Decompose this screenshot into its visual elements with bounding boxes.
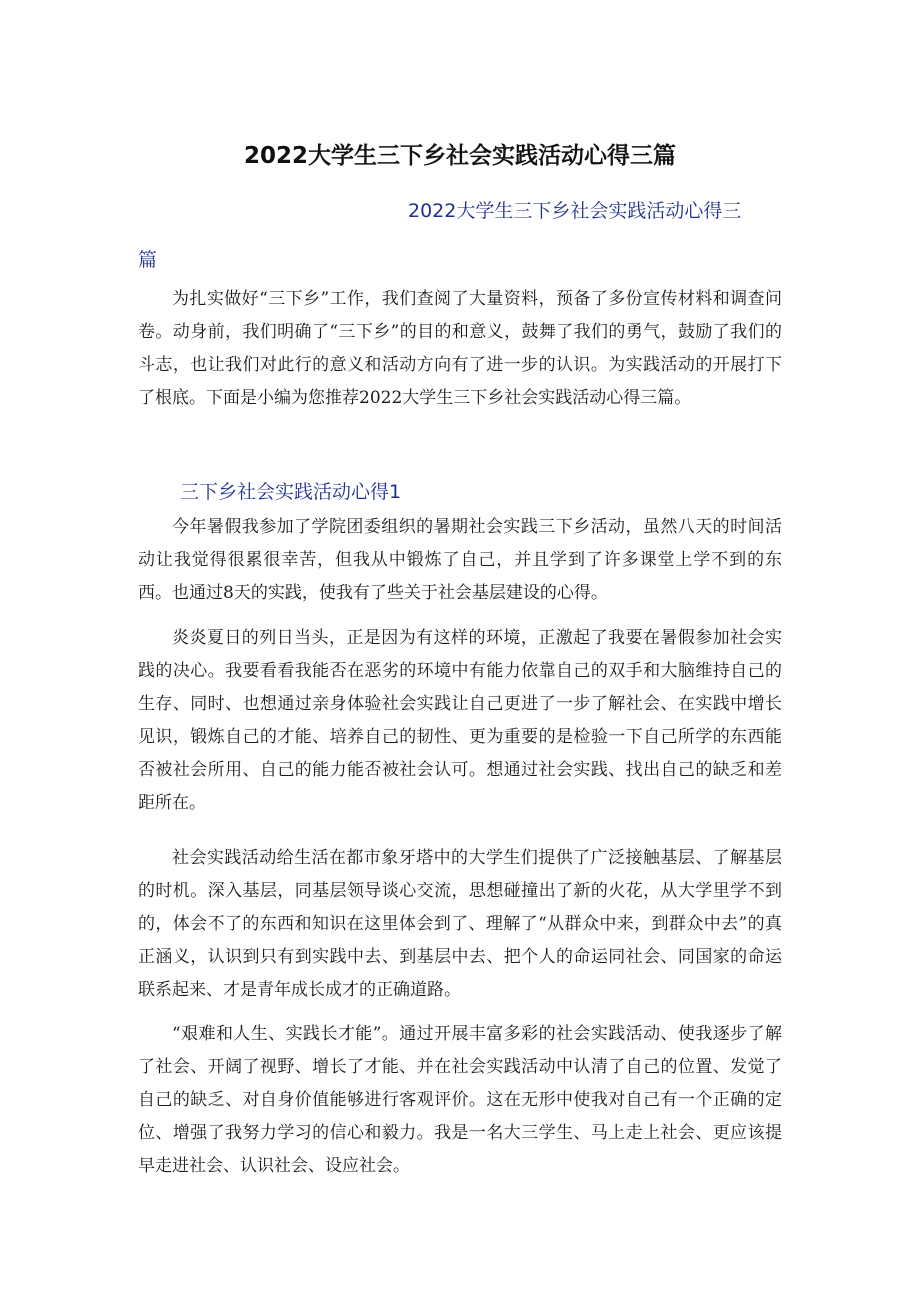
subtitle-heading-line2: 篇: [138, 249, 158, 271]
section-heading: 三下乡社会实践活动心得1: [180, 481, 402, 503]
body-paragraph-3: 社会实践活动给生活在都市象牙塔中的大学生们提供了广泛接触基层、了解基层的时机。深入基层，同基层领导谈心交流，思想碰撞出了新的火花，从大学里学不到的，体会不了的东西和知识在这里体会到了、理解了“从群众中来，到群众中去”的真正涵义，认识到只有到实践中去、到基层中去、把个人的命运同社会、同国家的命运联系起来、才是青年成长成才的正确道路。: [138, 848, 782, 1000]
body-paragraph-1: 今年暑假我参加了学院团委组织的暑期社会实践三下乡活动，虽然八天的时间活动让我觉得很累很幸苦，但我从中锻炼了自己，并且学到了许多课堂上学不到的东西。也通过8天的实践，使我有了些关于社会基层建设的心得。: [138, 517, 782, 603]
intro-paragraph: 为扎实做好“三下乡”工作，我们查阅了大量资料，预备了多份宣传材料和调查问卷。动身前，我们明确了“三下乡”的目的和意义，鼓舞了我们的勇气，鼓励了我们的斗志，也让我们对此行的意义和活动方向有了进一步的认识。为实践活动的开展打下了根底。下面是小编为您推荐2022大学生三下乡社会实践活动心得三篇。: [138, 289, 782, 408]
document-title: 2022大学生三下乡社会实践活动心得三篇: [243, 143, 676, 169]
subtitle-heading-line1: 2022大学生三下乡社会实践活动心得三: [408, 200, 742, 222]
body-paragraph-4: “艰难和人生、实践长才能”。通过开展丰富多彩的社会实践活动、使我逐步了解了社会、开阔了视野、增长了才能、并在社会实践活动中认清了自己的位置、发觉了自己的缺乏、对自身价值能够进行客观评价。这在无形中使我对自己有一个正确的定位、增强了我努力学习的信心和毅力。我是一名大三学生、马上走上社会、更应该提早走进社会、认识社会、设应社会。: [138, 1024, 782, 1176]
body-paragraph-2: 炎炎夏日的列日当头，正是因为有这样的环境，正激起了我要在暑假参加社会实践的决心。我要看看我能否在恶劣的环境中有能力依靠自己的双手和大脑维持自己的生存、同时、也想通过亲身体验社会实践让自己更进了一步了解社会、在实践中增长见识，锻炼自己的才能、培养自己的韧性、更为重要的是检验一下自己所学的东西能否被社会所用、自己的能力能否被社会认可。想通过社会实践、找出自己的缺乏和差距所在。: [138, 628, 782, 813]
